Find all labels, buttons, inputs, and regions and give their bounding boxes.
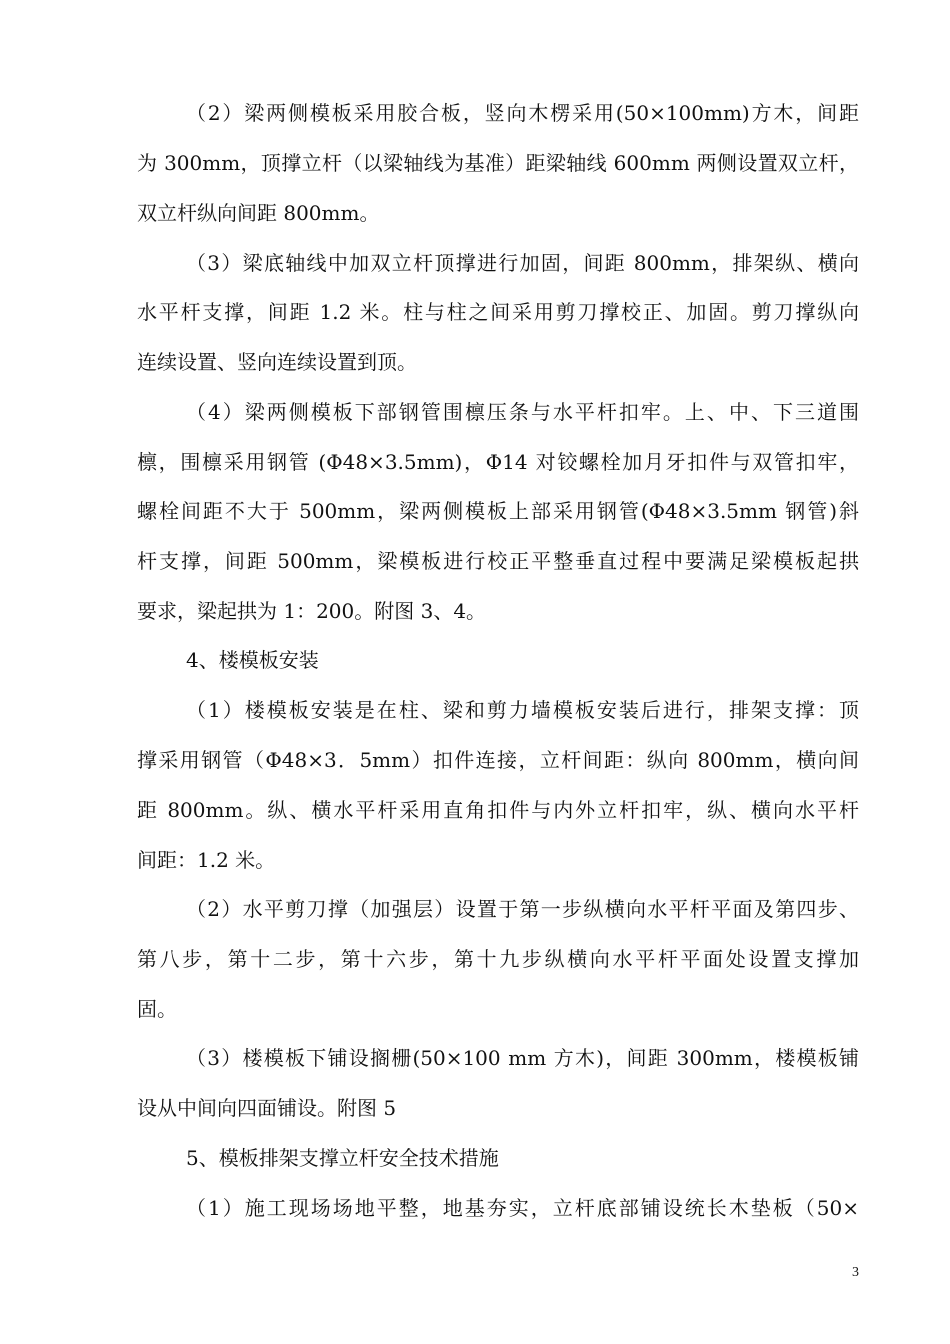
text-line: 撑采用钢管（Φ48×3．5mm）扣件连接，立杆间距：纵向 800mm，横向间 bbox=[137, 748, 859, 772]
text-line: 设从中间向四面铺设。附图 5 bbox=[137, 1096, 397, 1120]
text-line: （2）水平剪刀撑（加强层）设置于第一步纵横向水平杆平面及第四步、 bbox=[186, 897, 859, 921]
text-line: （4）梁两侧模板下部钢管围檩压条与水平杆扣牢。上、中、下三道围 bbox=[186, 400, 859, 424]
text-line: 水平杆支撑，间距 1.2 米。柱与柱之间采用剪刀撑校正、加固。剪刀撑纵向 bbox=[137, 300, 859, 324]
text-line: （2）梁两侧模板采用胶合板，竖向木楞采用(50×100mm)方木，间距 bbox=[186, 101, 859, 125]
section-heading: 4、楼模板安装 bbox=[186, 648, 319, 672]
text-line: 连续设置、竖向连续设置到顶。 bbox=[137, 350, 417, 374]
text-line: 檩，围檩采用钢管 (Φ48×3.5mm)，Φ14 对铰螺栓加月牙扣件与双管扣牢， bbox=[137, 450, 859, 474]
text-line: 螺栓间距不大于 500mm，梁两侧模板上部采用钢管(Φ48×3.5mm 钢管)斜 bbox=[137, 499, 859, 523]
text-line: 双立杆纵向间距 800mm。 bbox=[137, 201, 380, 225]
text-line: （1）施工现场场地平整，地基夯实，立杆底部铺设统长木垫板（50× bbox=[186, 1196, 859, 1220]
text-line: 第八步，第十二步，第十六步，第十九步纵横向水平杆平面处设置支撑加 bbox=[137, 947, 859, 971]
text-line: （3）梁底轴线中加双立杆顶撑进行加固，间距 800mm，排架纵、横向 bbox=[186, 251, 859, 275]
text-line: 杆支撑，间距 500mm，梁模板进行校正平整垂直过程中要满足梁模板起拱 bbox=[137, 549, 859, 573]
text-line: （3）楼模板下铺设搁栅(50×100 mm 方木)，间距 300mm，楼模板铺 bbox=[186, 1046, 859, 1070]
text-line: 间距：1.2 米。 bbox=[137, 848, 276, 872]
text-line: 要求，梁起拱为 1：200。附图 3、4。 bbox=[137, 599, 487, 623]
text-line: 为 300mm，顶撑立杆（以梁轴线为基准）距梁轴线 600mm 两侧设置双立杆， bbox=[137, 151, 859, 175]
text-line: （1）楼模板安装是在柱、梁和剪力墙模板安装后进行，排架支撑：顶 bbox=[186, 698, 859, 722]
section-heading: 5、模板排架支撑立杆安全技术措施 bbox=[186, 1146, 499, 1170]
page-number: 3 bbox=[852, 1265, 859, 1280]
text-line: 距 800mm。纵、横水平杆采用直角扣件与内外立杆扣牢，纵、横向水平杆 bbox=[137, 798, 859, 822]
text-line: 固。 bbox=[137, 997, 177, 1021]
